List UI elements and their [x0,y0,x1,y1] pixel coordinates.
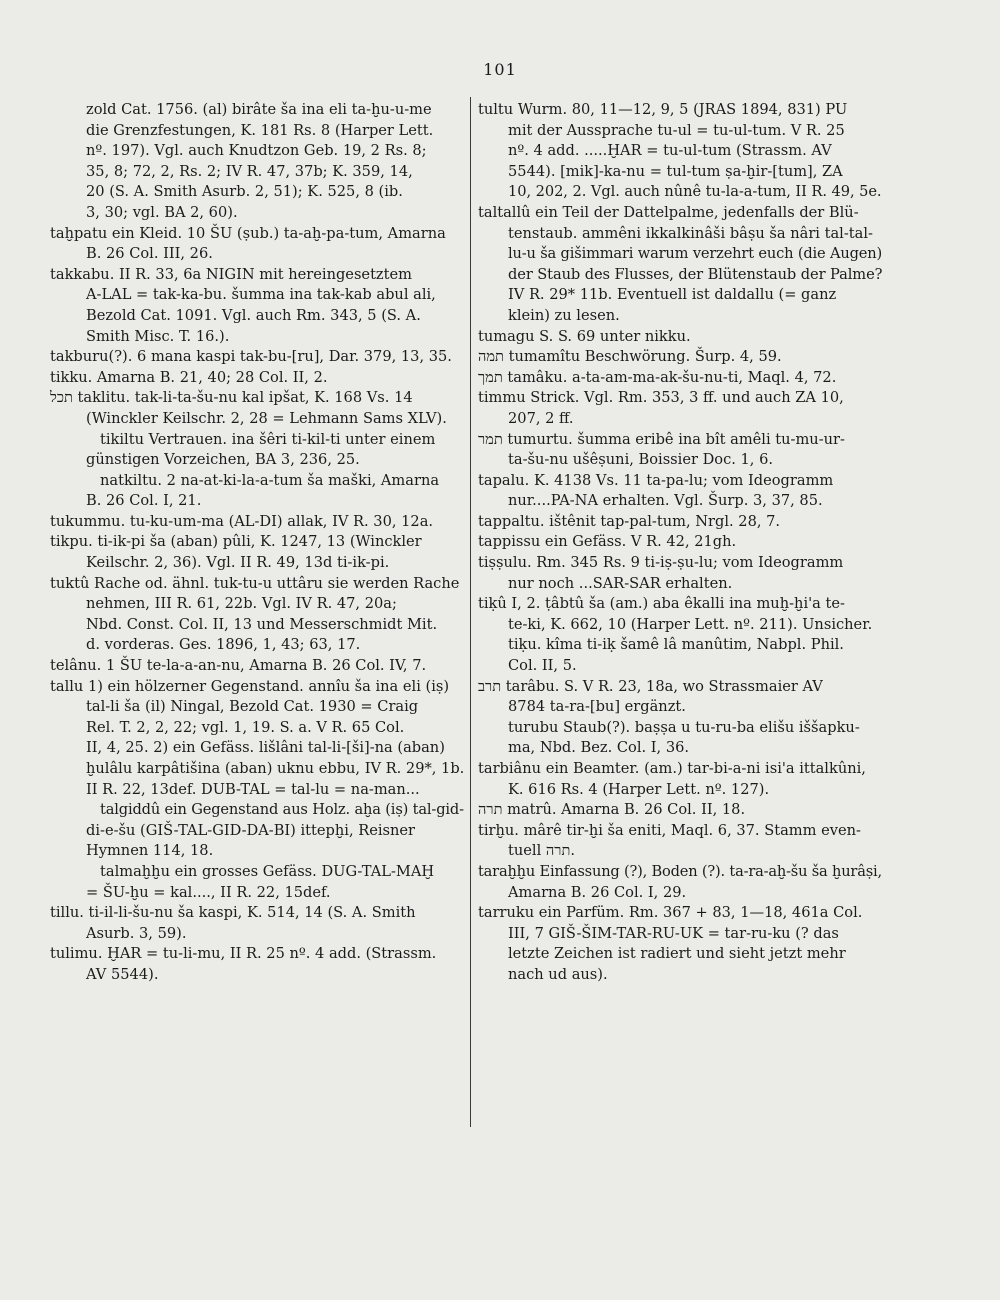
text-line: תרה matrû. Amarna B. 26 Col. II, 18. [478,801,746,819]
text-line: timmu Strick. Vgl. Rm. 353, 3 ff. und auch ZA 10, [478,389,844,407]
text-line: ma, Nbd. Bez. Col. I, 36. [508,739,690,757]
text-line: klein) zu lesen. [508,306,620,324]
text-line: Smith Misc. T. 16.). [86,327,230,345]
text-line: di-e-šu (GIŠ-TAL-GID-DA-BI) ittepḫi, Reisner [86,821,416,839]
text-line: der Staub des Flusses, der Blütenstaub der Palme? [508,265,883,283]
text-line: 3, 30; vgl. BA 2, 60). [86,203,238,221]
text-line: taḫpatu ein Kleid. 10 ŠU (ṣub.) ta-aḫ-pa-tum, Amarna [50,224,446,242]
text-line: tallu 1) ein hölzerner Gegenstand. annîu ša ina eli (iṣ) [50,677,450,695]
text-line: IV R. 29* 11b. Eventuell ist daldallu (= ganz [508,286,837,304]
text-line: takkabu. II R. 33, 6a NIGIN mit hereingesetztem [50,265,412,283]
text-line: taraḫḫu Einfassung (?), Boden (?). ta-ra-aḫ-šu ša ḫurâṣi, [478,862,882,880]
text-line: tarbiânu ein Beamter. (am.) tar-bi-a-ni isi'a ittalkûni, [478,760,866,777]
text-line: tikpu. ti-ik-pi ša (aban) pûli, K. 1247, 13 (Winckler [50,533,422,551]
text-line: turubu Staub(?). baṣṣa u tu-ru-ba elišu iššapku- [508,718,860,736]
text-line: Rel. T. 2, 2, 22; vgl. 1, 19. S. a. V R. 65 Col. [86,718,405,736]
text-line: talgiddû ein Gegenstand aus Holz. aḫa (iṣ) tal-gid- [100,801,464,819]
text-line: תמר tumurtu. šumma eribê ina bît amêli tu-mu-ur- [478,430,845,448]
text-line: ta-šu-nu ušêṣuni, Boissier Doc. 1, 6. [508,451,774,469]
text-line: talmaḫḫu ein grosses Gefäss. DUG-TAL-MAḪ [100,862,435,880]
text-line: II, 4, 25. 2) ein Gefäss. lišlâni tal-li-[ši]-na (aban) [86,739,445,757]
text-line: K. 616 Rs. 4 (Harper Lett. nº. 127). [508,780,770,798]
text-line: natkiltu. 2 na-at-ki-la-a-tum ša maški, Amarna [100,471,440,489]
text-line: te-ki, K. 662, 10 (Harper Lett. nº. 211). Unsicher. [508,615,873,633]
text-line: AV 5544). [86,965,159,983]
text-line: d. vorderas. Ges. 1896, 1, 43; 63, 17. [86,636,361,654]
text-line: nur....PA-NA erhalten. Vgl. Šurp. 3, 37, 85. [508,492,823,510]
text-line: tiṣṣulu. Rm. 345 Rs. 9 ti-iṣ-ṣu-lu; vom Ideogramm [478,554,844,572]
text-line: Hymnen 114, 18. [86,842,214,860]
text-line: zold Cat. 1756. (al) birâte ša ina eli ta-ḫu-u-me [86,101,432,118]
text-line: A-LAL = tak-ka-bu. šumma ina tak-kab abul ali, [86,286,436,304]
left-column [50,100,464,986]
text-line: 5544). [mik]-ka-nu = tul-tum ṣa-ḫir-[tum], ZA [508,162,843,180]
text-line: die Grenzfestungen, K. 181 Rs. 8 (Harper Lett. [86,121,434,139]
text-line: III, 7 GIŠ-ŠIM-TAR-RU-UK = tar-ru-ku (? das [508,924,839,942]
text-line: tukummu. tu-ku-um-ma (AL-DI) allak, IV R. 30, 12a. [50,512,434,530]
text-line: nur noch ...SAR-SAR erhalten. [508,574,733,592]
text-line: nº. 197). Vgl. auch Knudtzon Geb. 19, 2 Rs. 8; [86,142,427,160]
text-line: tappaltu. ištênit tap-pal-tum, Nrgl. 28, 7. [478,512,781,530]
text-line: 8784 ta-ra-[bu] ergänzt. [508,698,686,716]
text-line: tumagu S. S. 69 unter nikku. [478,327,691,345]
text-line: tillu. ti-il-li-šu-nu ša kaspi, K. 514, 14 (S. A. Smith [50,904,416,922]
text-line: 10, 202, 2. Vgl. auch nûnê tu-la-a-tum, II R. 49, 5e. [508,183,882,201]
right-column [478,100,882,986]
text-line: ḫulâlu karpâtišina (aban) uknu ebbu, IV R. 29*, 1b. [86,760,465,777]
text-line: tapalu. K. 4138 Vs. 11 ta-pa-lu; vom Ideogramm [478,471,834,489]
text-line: telânu. 1 ŠU te-la-a-an-nu, Amarna B. 26 Col. IV, 7. [50,657,427,675]
text-line: tikiltu Vertrauen. ina šêri ti-kil-ti unter einem [100,430,436,448]
text-line: tiḳu. kîma ti-iḳ šamê lâ manûtim, Nabpl. Phil. [508,636,844,654]
text-line: תכל taklitu. tak-li-ta-šu-nu kal ipšat, K. 168 Vs. 14 [50,389,413,407]
text-line: Keilschr. 2, 36). Vgl. II R. 49, 13d ti-ik-pi. [86,554,390,572]
text-line: nehmen, III R. 61, 22b. Vgl. IV R. 47, 20a; [86,595,397,613]
text-line: taltallû ein Teil der Dattelpalme, jedenfalls der Blü- [478,203,859,221]
text-line: takburu(?). 6 mana kaspi tak-bu-[ru], Dar. 379, 13, 35. [50,348,452,366]
text-line: mit der Aussprache tu-ul = tu-ul-tum. V R. 25 [508,121,845,139]
text-line: tirḫu. mârê tir-ḫi ša eniti, Maql. 6, 37. Stamm even- [478,821,861,839]
text-line: tikku. Amarna B. 21, 40; 28 Col. II, 2. [50,368,328,386]
column-divider [470,97,471,1127]
text-line: lu-u ša gišimmari warum verzehrt euch (die Augen) [508,245,883,263]
text-line: Asurb. 3, 59). [86,924,187,942]
text-line: tarruku ein Parfüm. Rm. 367 + 83, 1—18, 461a Col. [478,904,863,922]
text-line: תרב tarâbu. S. V R. 23, 18a, wo Strassmaier AV [478,677,823,695]
text-line: = ŠU-ḫu = kal...., II R. 22, 15def. [86,883,331,901]
text-line: 35, 8; 72, 2, Rs. 2; IV R. 47, 37b; K. 359, 14, [86,162,413,180]
text-line: תמך tamâku. a-ta-am-ma-ak-šu-nu-ti, Maql. 4, 72. [478,368,837,386]
text-line: תמה tumamîtu Beschwörung. Šurp. 4, 59. [478,348,782,366]
text-line: nº. 4 add. .....ḪAR = tu-ul-tum (Strassm. AV [508,142,832,160]
text-line: Col. II, 5. [508,657,577,675]
text-line: B. 26 Col. III, 26. [86,245,213,263]
text-line: Bezold Cat. 1091. Vgl. auch Rm. 343, 5 (S. A. [86,306,421,324]
text-line: tenstaub. ammêni ikkalkinâši bâṣu ša nâri tal-tal- [508,224,873,242]
text-line: tuktû Rache od. ähnl. tuk-tu-u uttâru sie werden Rache [50,574,460,592]
text-line: Nbd. Const. Col. II, 13 und Messerschmidt Mit. [86,615,438,633]
text-line: 20 (S. A. Smith Asurb. 2, 51); K. 525, 8 (ib. [86,183,403,201]
text-line: nach ud aus). [508,965,608,983]
text-line: Amarna B. 26 Col. I, 29. [508,883,687,901]
text-line: 207, 2 ff. [508,409,574,427]
text-line: B. 26 Col. I, 21. [86,492,202,510]
text-line: II R. 22, 13def. DUB-TAL = tal-lu = na-man... [86,780,420,798]
text-line: (Winckler Keilschr. 2, 28 = Lehmann Sams XLV). [86,409,447,427]
text-line: tultu Wurm. 80, 11—12, 9, 5 (JRAS 1894, 831) PU [478,101,848,118]
text-line: tappissu ein Gefäss. V R. 42, 21gh. [478,533,737,551]
text-line: letzte Zeichen ist radiert und sieht jetzt mehr [508,945,846,963]
text-line: tal-li ša (il) Ningal, Bezold Cat. 1930 = Craig [86,698,419,716]
text-line: tulimu. ḪAR = tu-li-mu, II R. 25 nº. 4 add. (Strassm. [50,945,437,963]
text-line: tiḳû I, 2. ṭâbtû ša (am.) aba êkalli ina muḫ-ḫi'a te- [478,595,845,613]
text-line: tuell תרה. [508,842,575,860]
text-line: günstigen Vorzeichen, BA 3, 236, 25. [86,451,360,469]
page-number: 101 [483,60,517,79]
